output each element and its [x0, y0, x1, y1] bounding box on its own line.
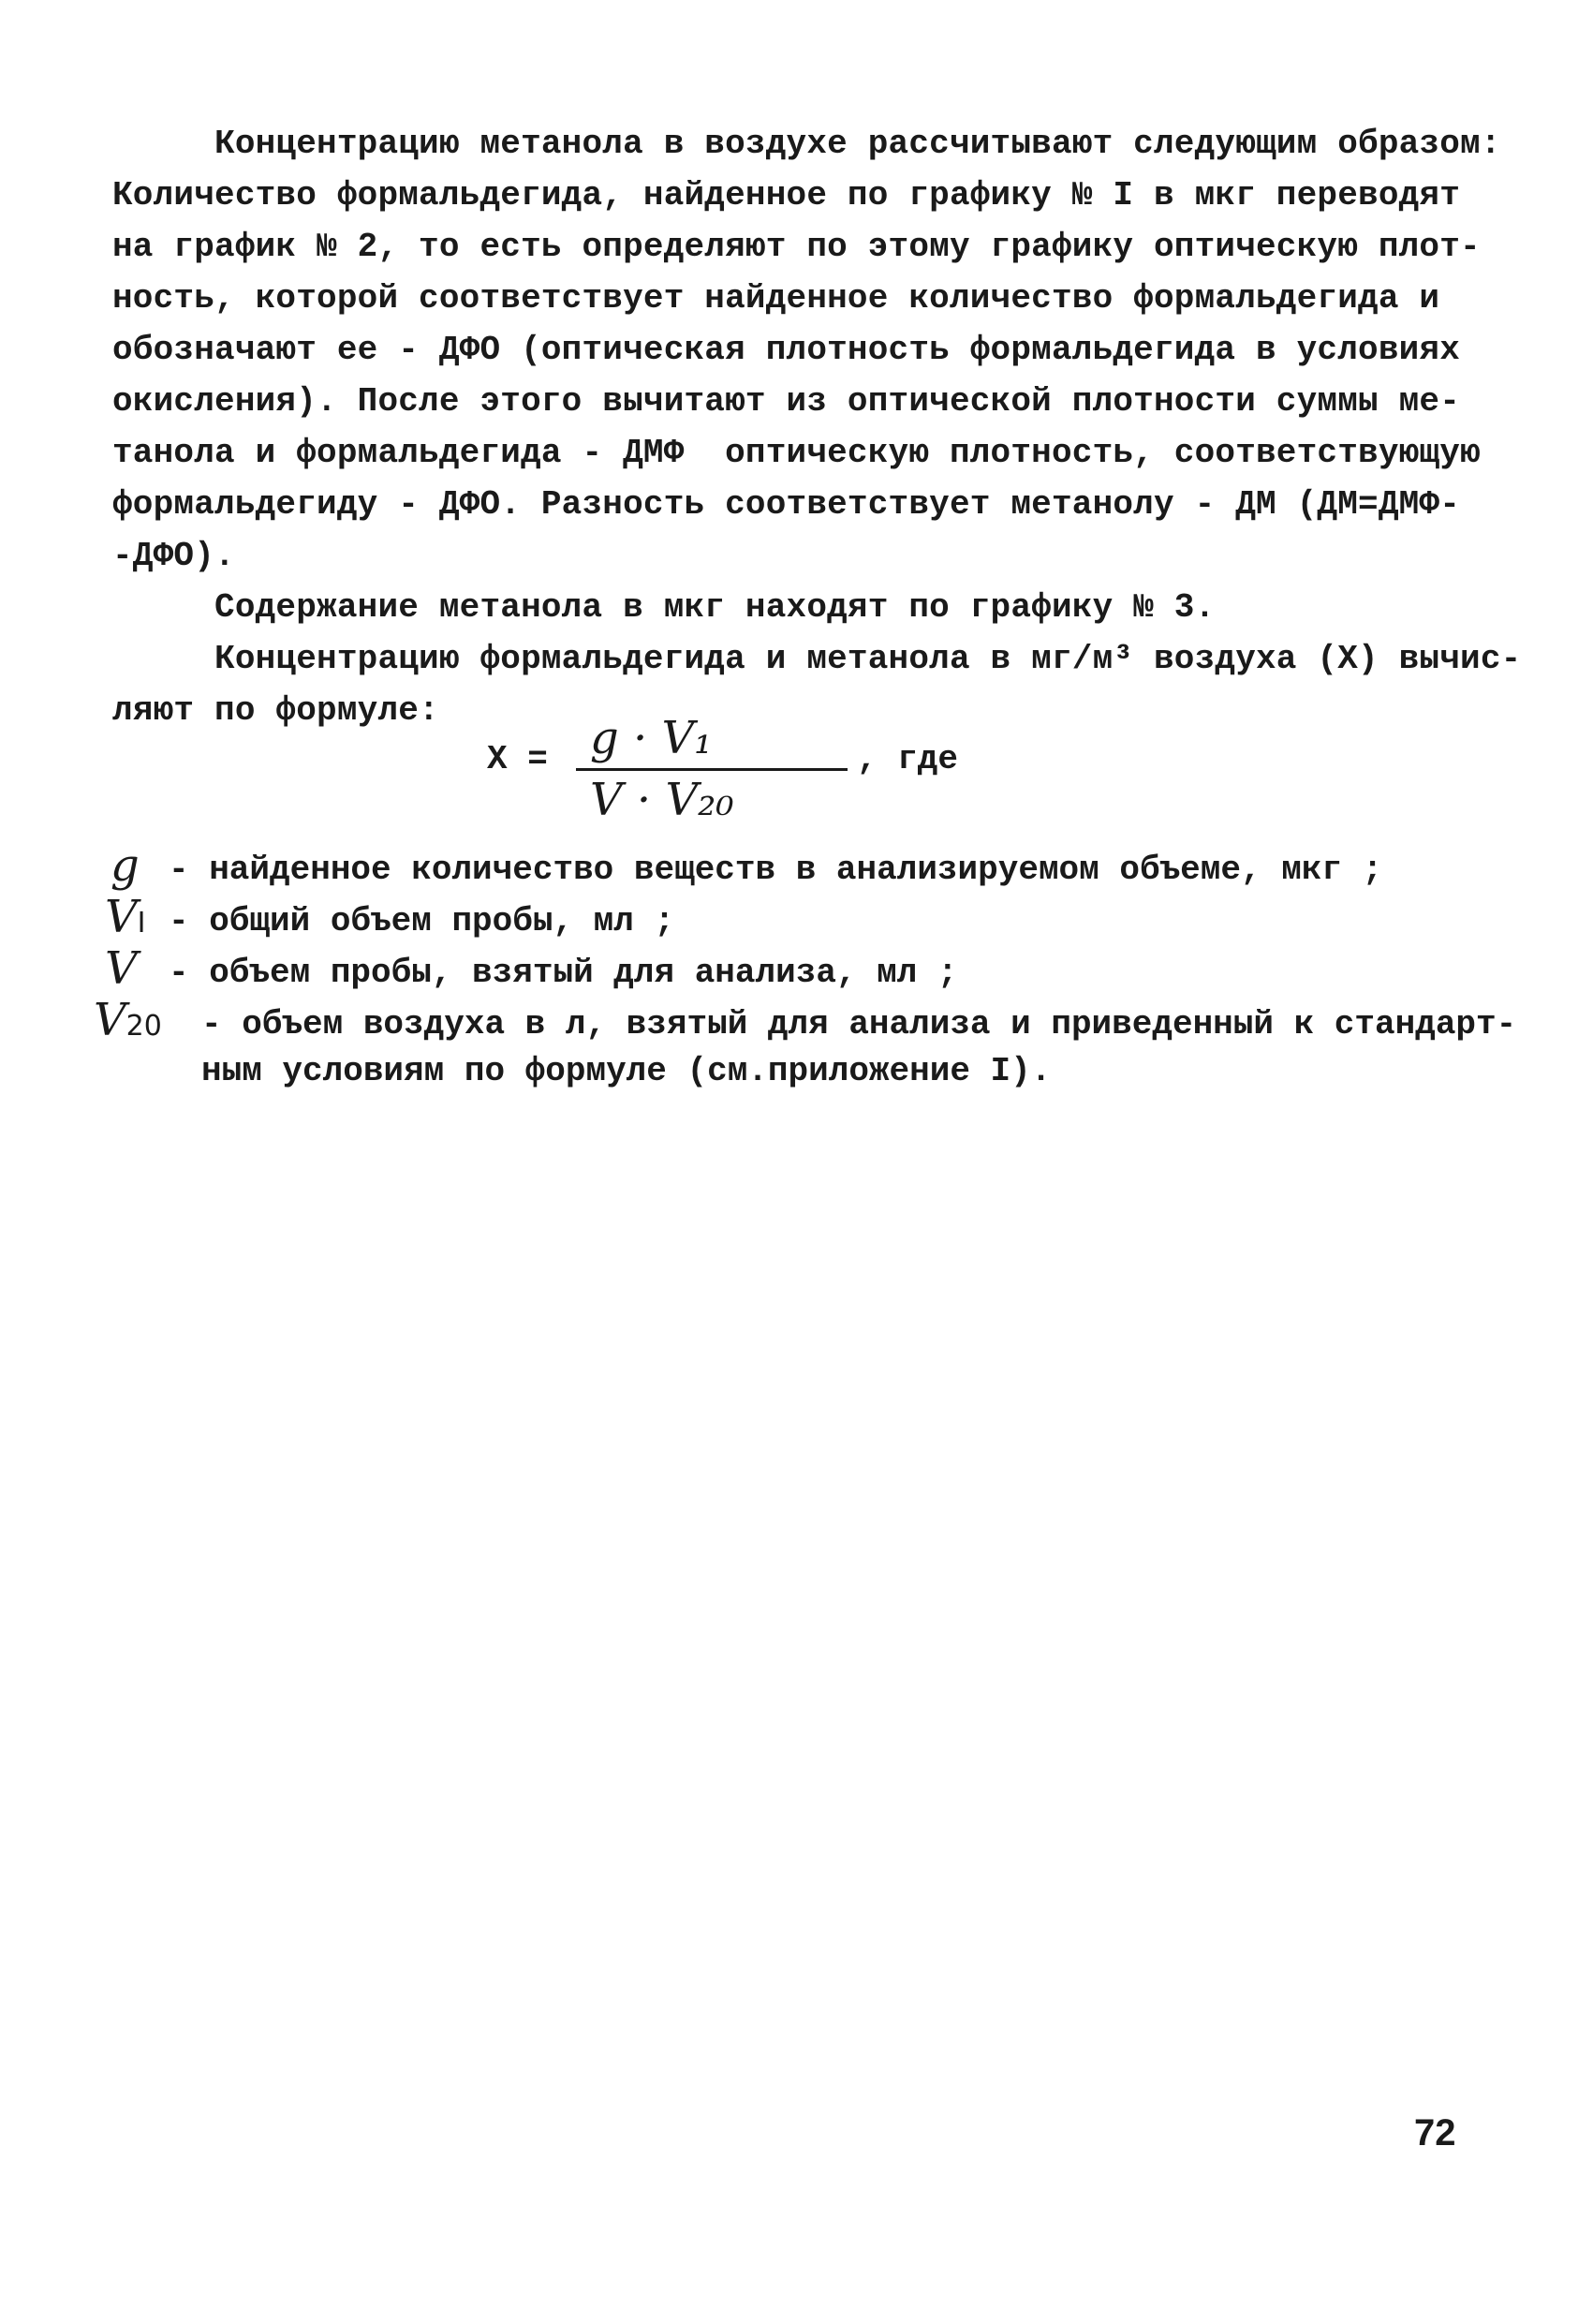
- legend-text-g: - найденное количество веществ в анализируемом объеме, мкг ;: [169, 851, 1383, 889]
- paragraph-3-line-2: ляют по формуле:: [112, 691, 439, 730]
- legend-text-v: - объем пробы, взятый для анализа, мл ;: [169, 954, 958, 992]
- paragraph-2: Содержание метанола в мкг находят по графику № 3.: [112, 588, 1216, 627]
- paragraph-1-line-9: -ДФО).: [112, 537, 235, 575]
- paragraph-1-line-6: окисления). После этого вычитают из оптической плотности суммы ме-: [112, 382, 1461, 421]
- paragraph-3-line-1: Концентрацию формальдегида и метанола в мг/м³ воздуха (X) вычис-: [112, 640, 1522, 678]
- paragraph-1-line-2: Количество формальдегида, найденное по графику № I в мкг переводят: [112, 176, 1461, 215]
- paragraph-1-line-7: танола и формальдегида - ДМФ оптическую плотность, соответствующую: [112, 434, 1481, 472]
- formula-lhs: X =: [487, 740, 548, 778]
- legend-symbol-v: V: [105, 942, 138, 995]
- legend-text-v20-line-1: - объем воздуха в л, взятый для анализа и приведенный к стандарт-: [201, 1005, 1517, 1044]
- fraction-bar: [576, 768, 848, 771]
- paragraph-1-line-8: формальдегиду - ДФО. Разность соответствует метанолу - ДМ (ДМ=ДМФ-: [112, 485, 1461, 524]
- legend-text-v1: - общий объем пробы, мл ;: [169, 902, 675, 940]
- paragraph-1-line-4: ность, которой соответствует найденное количество формальдегида и: [112, 279, 1440, 318]
- legend-symbol-v20: V20: [94, 994, 162, 1046]
- formula-denominator: V · V₂₀: [590, 774, 734, 826]
- paragraph-1-line-3: на график № 2, то есть определяют по этому графику оптическую плот-: [112, 228, 1481, 266]
- page-number: 72: [1414, 2112, 1456, 2154]
- legend-symbol-v1: VI: [105, 891, 146, 943]
- legend-symbol-g: g: [111, 839, 140, 892]
- paragraph-1-line-1: Концентрацию метанола в воздухе рассчитывают следующим образом:: [112, 125, 1501, 163]
- legend-text-v20-line-2: ным условиям по формуле (см.приложение I).: [201, 1052, 1052, 1090]
- formula-numerator: g · V₁: [590, 712, 713, 764]
- paragraph-1-line-5: обозначают ее - ДФО (оптическая плотность формальдегида в условиях: [112, 331, 1461, 369]
- concentration-formula: [487, 712, 1011, 834]
- formula-where: , где: [857, 740, 959, 778]
